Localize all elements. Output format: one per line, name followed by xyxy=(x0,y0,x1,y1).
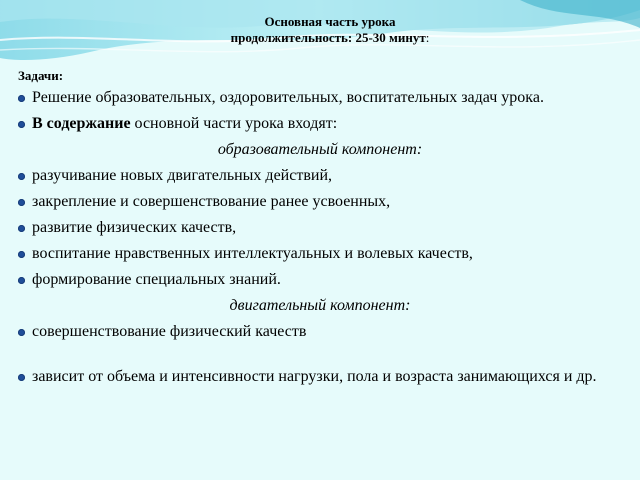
item-bold-text: В содержание xyxy=(32,115,131,132)
item-text: совершенствование физический качеств xyxy=(32,323,307,340)
slide-title xyxy=(130,14,530,46)
bullet-icon xyxy=(18,329,25,336)
item-text: разучивание новых двигательных действий, xyxy=(32,167,333,184)
edu-component-heading: образовательный компонент: xyxy=(217,141,423,158)
title-line-1: Основная часть урока xyxy=(264,14,396,29)
title-line-2-text: продолжительность: 25-30 минут xyxy=(230,30,426,45)
bullet-icon xyxy=(18,121,25,128)
motor-component-heading: двигательный компонент: xyxy=(229,297,411,314)
bullet-icon xyxy=(18,225,25,232)
item-text: формирование специальных знаний. xyxy=(32,271,281,288)
title-colon: : xyxy=(425,30,430,45)
list-item xyxy=(0,244,640,263)
list-item xyxy=(0,166,640,185)
item-text: Решение образовательных, оздоровительных, воспитательных задач урока. xyxy=(32,89,544,106)
slide-content xyxy=(0,88,640,393)
bullet-icon xyxy=(18,173,25,180)
list-item xyxy=(0,192,640,211)
item-text: основной части урока входят: xyxy=(130,115,338,132)
list-item xyxy=(0,270,640,289)
bullet-icon xyxy=(18,199,25,206)
bullet-icon xyxy=(18,374,25,381)
list-item xyxy=(0,218,640,237)
bullet-icon xyxy=(18,95,25,102)
item-text: развитие физических качеств, xyxy=(32,219,237,236)
list-item xyxy=(0,114,640,133)
item-text: закрепление и совершенствование ранее усвоенных, xyxy=(32,193,391,210)
tasks-heading: Задачи: xyxy=(18,68,64,83)
list-item xyxy=(0,88,640,107)
title-line-2 xyxy=(130,30,530,46)
list-item xyxy=(0,322,640,341)
list-item xyxy=(0,367,640,386)
item-text: воспитание нравственных интеллектуальных и волевых качеств, xyxy=(32,245,473,262)
bullet-icon xyxy=(18,277,25,284)
bullet-icon xyxy=(18,251,25,258)
item-text: зависит от объема и интенсивности нагрузки, пола и возраста занимающихся и др. xyxy=(32,368,597,385)
